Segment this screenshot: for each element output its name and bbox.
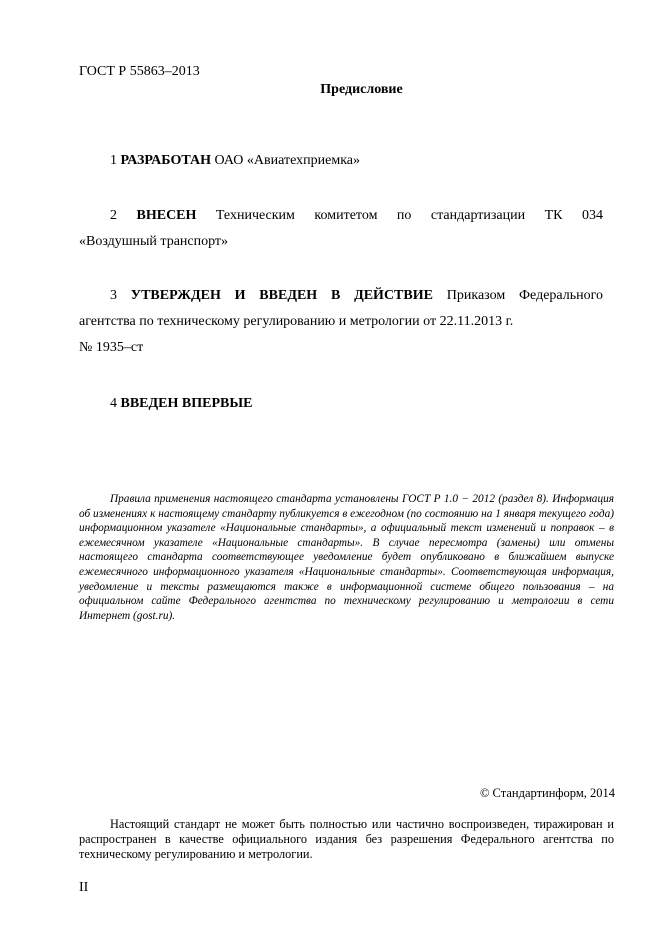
- item-line: [79, 283, 603, 309]
- item-label: ВНЕСЕН: [136, 208, 197, 223]
- page-title: [0, 82, 661, 98]
- item-label: ВВЕДЕН ВПЕРВЫЕ: [120, 396, 253, 411]
- page-number: II: [79, 880, 89, 895]
- application-notice: Правила применения настоящего стандарта установлены ГОСТ Р 1.0 − 2012 (раздел 8). Информация об изменениях к настоящему стандарту публикуется в ежегодном (по состоянию на 1 января текущего года) информационном указателе «Национальные стандарты», а официальный текст изменений и поправок – в ежемесячном указателе «Национальные стандарты». В случае пересмотра (замены) или отмены настоящего стандарта соответствующее уведомление будет опубликовано в ближайшем выпуске ежемесячного информационного указателя «Национальные стандарты». Соответствующая информация, уведомление и тексты размещаются также в информационной системе общего пользования – на официальном сайте Федерального агентства по техническому регулированию и метрологии в сети Интернет (gost.ru).: [79, 493, 614, 622]
- foreword-item-2: [79, 203, 603, 255]
- legal-notice: Настоящий стандарт не может быть полностью или частично воспроизведен, тиражирован и распространен в качестве официального издания без разрешения Федерального агентства по техническому регулированию и метрологии.: [79, 817, 614, 861]
- page-title-text: Предисловие: [320, 82, 403, 97]
- item-label: РАЗРАБОТАН: [120, 153, 211, 168]
- item-line: агентства по техническому регулированию и метрологии от 22.11.2013 г.: [79, 314, 514, 329]
- item-number: 2: [110, 208, 117, 223]
- item-label: УТВЕРЖДЕН И ВВЕДЕН В ДЕЙСТВИЕ: [130, 288, 433, 303]
- item-number: 1: [110, 153, 117, 168]
- copyright: © Стандартинформ, 2014: [479, 786, 615, 800]
- foreword-item-4: [79, 391, 603, 417]
- foreword-item-1: [79, 148, 603, 174]
- item-line: «Воздушный транспорт»: [79, 234, 229, 249]
- item-number: 3: [110, 288, 117, 303]
- item-line: [79, 203, 603, 229]
- standard-code: ГОСТ Р 55863–2013: [79, 64, 200, 79]
- item-text: Приказом Федерального: [446, 288, 604, 303]
- foreword-item-3: [79, 283, 603, 361]
- item-number: 4: [110, 396, 117, 411]
- item-text: Техническим комитетом по стандартизации ТК 034: [215, 208, 603, 223]
- item-text: ОАО «Авиатехприемка»: [210, 153, 360, 168]
- item-line: № 1935–ст: [79, 340, 144, 355]
